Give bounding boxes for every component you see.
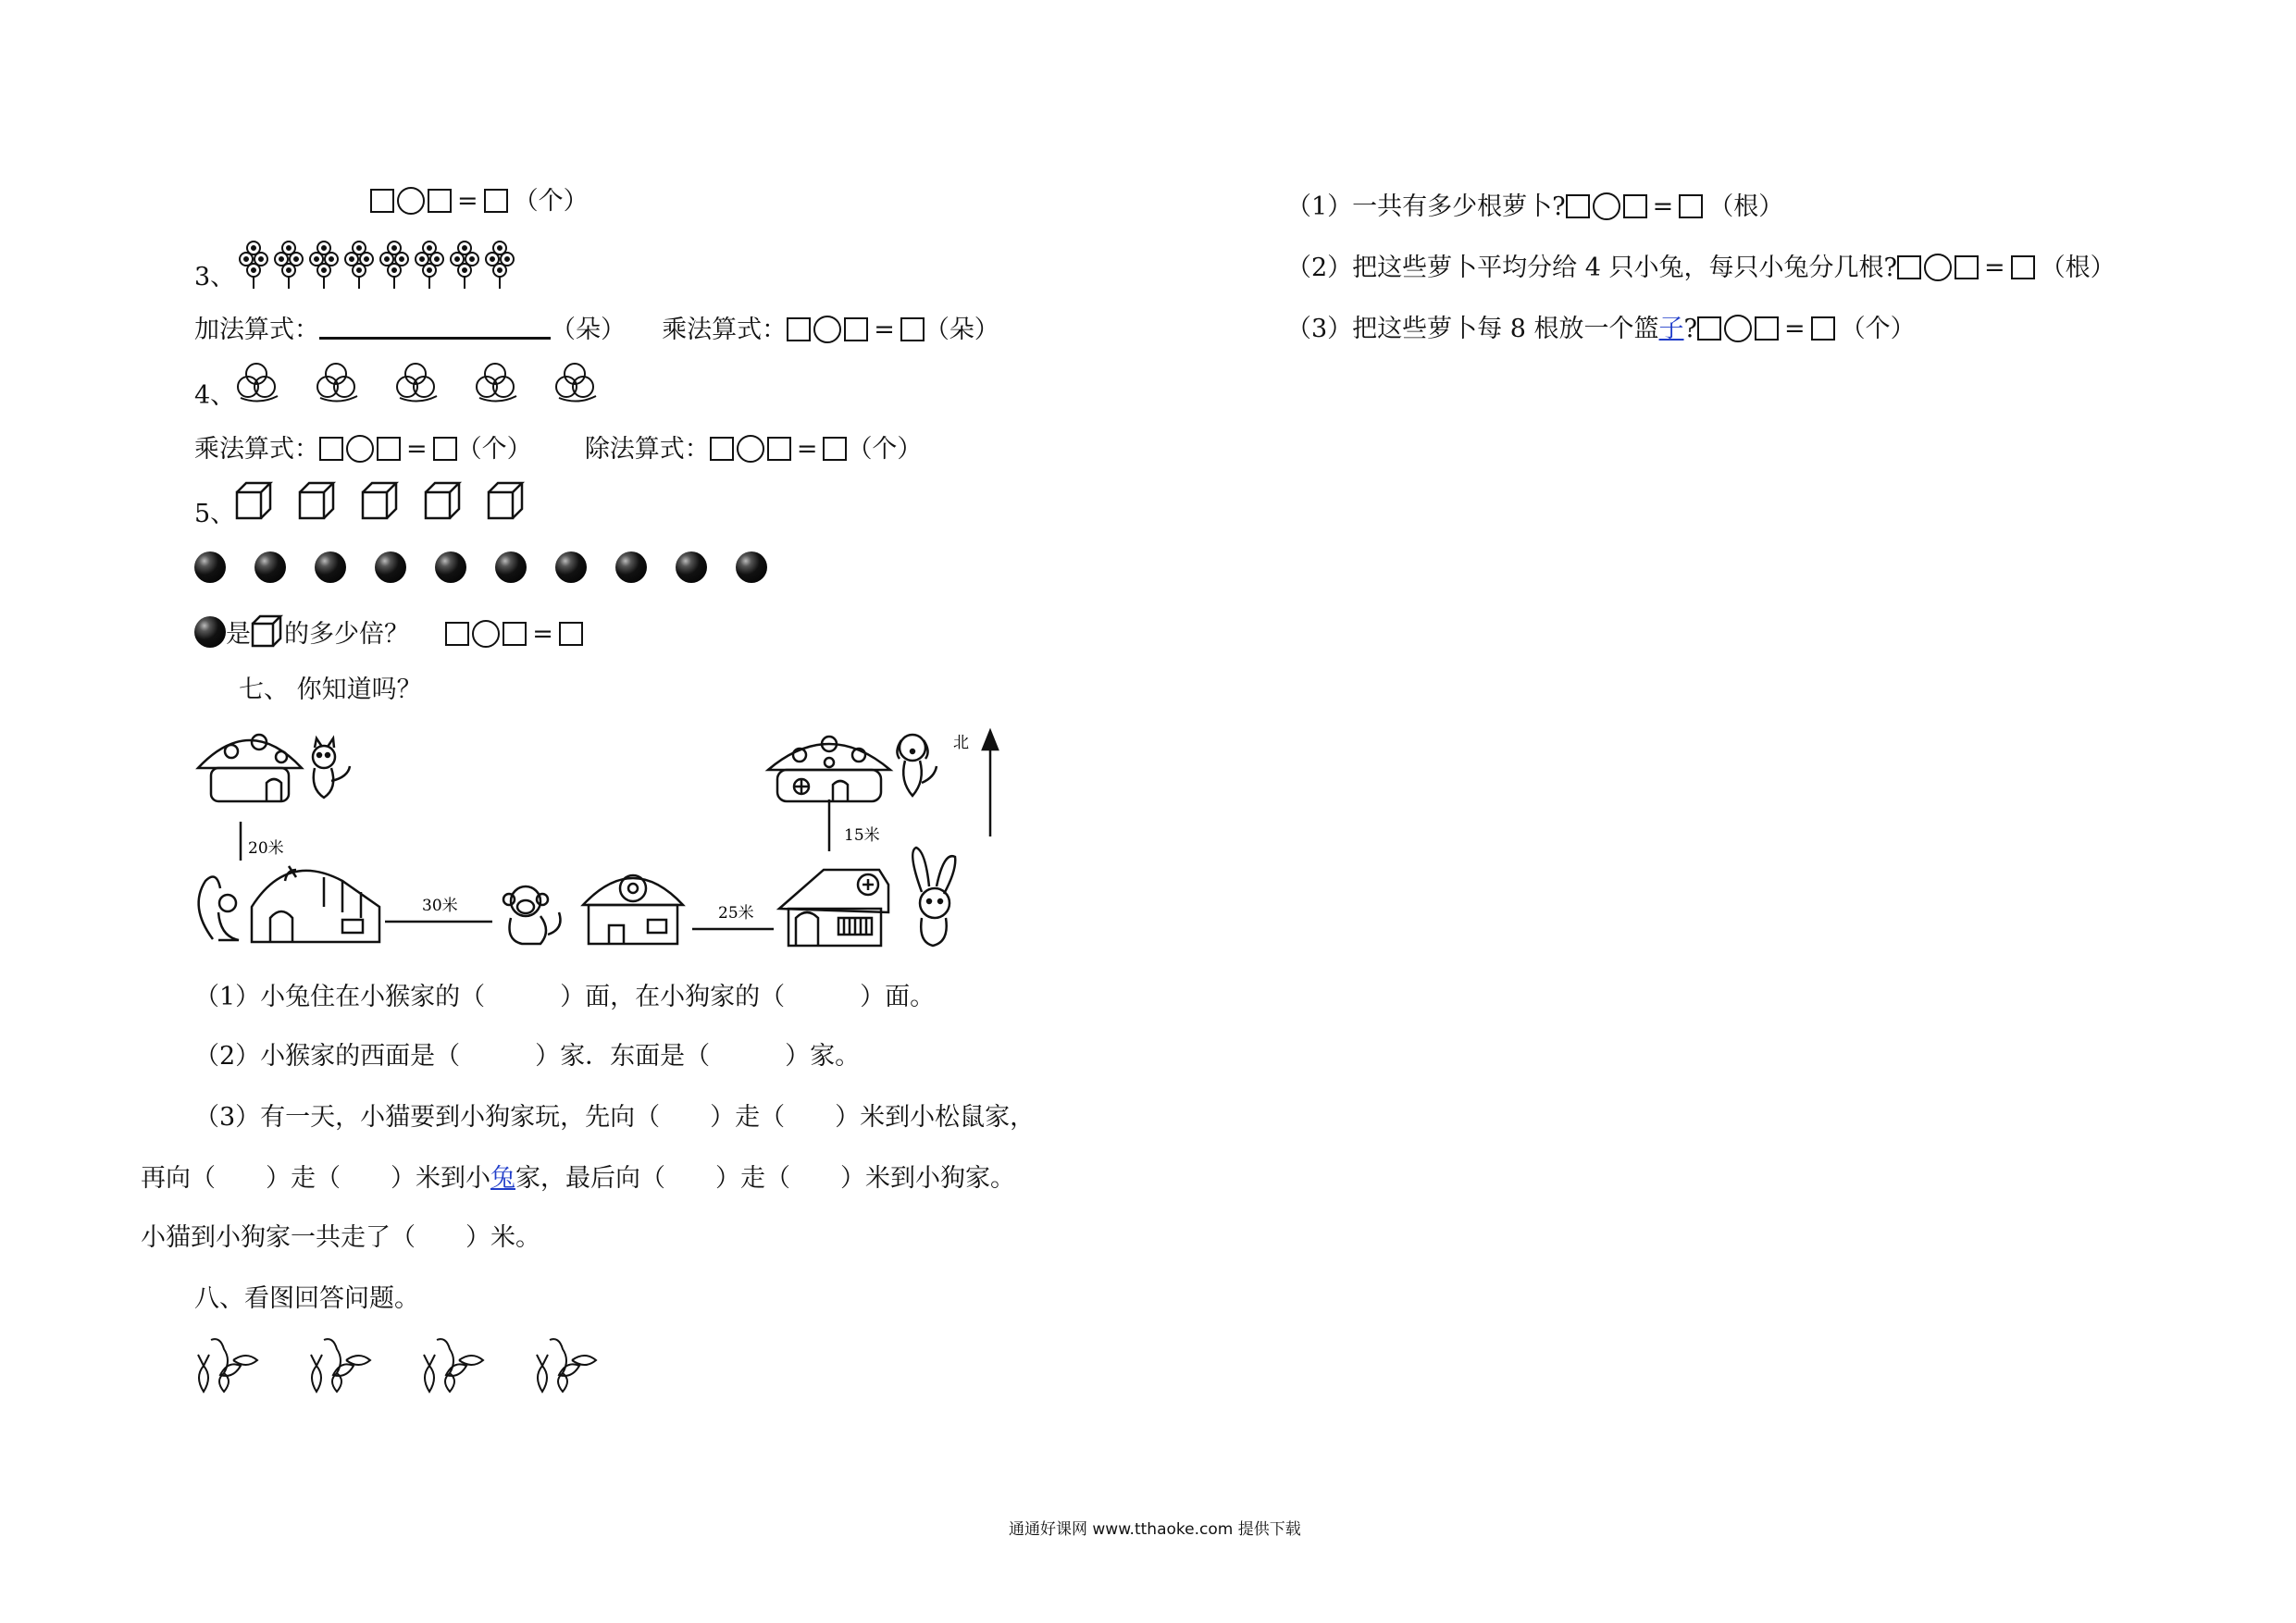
- ball-icon: [194, 616, 226, 648]
- ball-icon: [555, 551, 587, 583]
- addition-answer-blank[interactable]: [319, 313, 551, 340]
- fruit-groups: [235, 359, 642, 411]
- answer-box[interactable]: [1697, 316, 1721, 341]
- equals-sign: =: [532, 620, 553, 649]
- q4-number: 4、: [194, 381, 236, 410]
- north-arrow-icon: [983, 731, 998, 836]
- q5-number: 5、: [194, 500, 236, 528]
- division-label: 除法算式：: [584, 435, 710, 464]
- ball-icon: [736, 551, 767, 583]
- answer-box[interactable]: [484, 189, 508, 213]
- q4-formulas: [194, 433, 922, 466]
- answer-box[interactable]: [1811, 316, 1835, 341]
- equals-sign: =: [796, 435, 818, 464]
- distance-15m-label: 15米: [844, 826, 880, 845]
- answer-box[interactable]: [433, 437, 457, 461]
- squirrel-house-icon: [252, 866, 379, 942]
- answer-box[interactable]: [377, 437, 401, 461]
- distance-20m-label: 20米: [248, 839, 284, 858]
- cat-icon: [313, 738, 350, 798]
- sec7-q3-line1: （3）有一天，小猫要到小狗家玩，先向（ ）走（ ）米到小松鼠家，: [194, 1103, 1036, 1132]
- squirrel-icon: [199, 877, 239, 941]
- operator-circle[interactable]: [1724, 315, 1752, 342]
- answer-box[interactable]: [1897, 255, 1921, 279]
- operator-circle[interactable]: [472, 620, 500, 648]
- cube-icons: [235, 481, 540, 524]
- section-7-title: 七、 你知道吗？: [239, 675, 422, 704]
- basket-link[interactable]: 子: [1658, 315, 1684, 343]
- cube-row: [235, 481, 540, 527]
- sec7-q3-line3: 小猫到小狗家一共走了（ ）米。: [141, 1223, 540, 1252]
- question-text: 再向（ ）走（ ）米到小: [141, 1164, 490, 1193]
- ball-icon: [615, 551, 647, 583]
- ball-icon: [435, 551, 466, 583]
- operator-circle[interactable]: [813, 316, 841, 343]
- unit-label: （根）: [1708, 192, 1784, 221]
- ball-icon: [495, 551, 527, 583]
- rabbit-link[interactable]: 兔: [490, 1164, 515, 1193]
- operator-circle[interactable]: [1924, 254, 1952, 281]
- sec7-q1: （1）小兔住在小猴家的（ ）面，在小狗家的（ ）面。: [194, 983, 936, 1011]
- answer-box[interactable]: [844, 317, 868, 341]
- answer-box[interactable]: [823, 437, 847, 461]
- q2-equation: [370, 185, 589, 218]
- question-text: 的多少倍？: [284, 620, 409, 649]
- distance-25m-label: 25米: [718, 904, 754, 923]
- equals-sign: =: [874, 316, 895, 344]
- multiplication-label: 乘法算式：: [662, 316, 788, 344]
- north-label: 北: [953, 734, 969, 752]
- unit-label: （朵）: [924, 316, 999, 344]
- rabbit-icon: [912, 848, 955, 946]
- unit-label: （朵）: [551, 316, 626, 344]
- answer-box[interactable]: [445, 622, 469, 646]
- section-8-title: 八、看图回答问题。: [194, 1284, 419, 1313]
- equals-sign: =: [406, 435, 428, 464]
- operator-circle[interactable]: [737, 435, 764, 463]
- dog-house-icon: [768, 737, 890, 801]
- carrot-groups: [191, 1332, 635, 1401]
- operator-circle[interactable]: [1593, 192, 1620, 220]
- cube-icon: [251, 614, 284, 648]
- q3-number: 3、: [194, 263, 236, 291]
- ball-icon: [676, 551, 707, 583]
- question-text: ?: [1683, 315, 1698, 343]
- answer-box[interactable]: [900, 317, 925, 341]
- answer-box[interactable]: [1679, 194, 1703, 218]
- cat-house-icon: [198, 735, 302, 801]
- multiplication-label: 乘法算式：: [194, 435, 319, 464]
- answer-box[interactable]: [710, 437, 734, 461]
- q3-formulas: [194, 313, 999, 347]
- unit-label: （根）: [2040, 254, 2116, 282]
- answer-box[interactable]: [767, 437, 791, 461]
- page-footer: 通通好课网 www.tthaoke.com 提供下载: [1009, 1520, 1301, 1539]
- operator-circle[interactable]: [346, 435, 374, 463]
- answer-box[interactable]: [370, 189, 394, 213]
- monkey-icon: [503, 886, 561, 944]
- question-text: （3）把这些萝卜每 8 根放一个篮: [1286, 315, 1659, 343]
- question-text: 家，最后向（ ）走（ ）米到小狗家。: [515, 1164, 1015, 1193]
- map-illustration: [185, 722, 1018, 962]
- ball-icon: [254, 551, 286, 583]
- sec7-q2: （2）小猴家的西面是（ ）家．东面是（ ）家。: [194, 1042, 861, 1071]
- addition-label: 加法算式：: [194, 316, 319, 344]
- operator-circle[interactable]: [397, 187, 425, 215]
- ball-row: [194, 551, 767, 587]
- question-text: （2）把这些萝卜平均分给 4 只小兔，每只小兔分几根?: [1286, 254, 1897, 282]
- equals-sign: =: [1652, 192, 1674, 221]
- ball-icon: [375, 551, 406, 583]
- flower-bunches: [237, 239, 524, 294]
- right-q3: [1286, 313, 1916, 346]
- unit-label: （个）: [456, 435, 532, 464]
- rabbit-house-icon: [779, 870, 888, 946]
- question-text: 是: [226, 620, 251, 649]
- flower-icons: [237, 239, 524, 291]
- sec7-q3-line2: [141, 1162, 1015, 1196]
- answer-box[interactable]: [503, 622, 527, 646]
- unit-label: （个）: [513, 187, 589, 216]
- answer-box[interactable]: [2011, 255, 2035, 279]
- answer-box[interactable]: [559, 622, 583, 646]
- fruit-icons: [235, 359, 642, 407]
- monkey-house-icon: [583, 875, 683, 944]
- answer-box[interactable]: [1566, 194, 1590, 218]
- right-q1: [1286, 191, 1783, 224]
- equals-sign: =: [457, 187, 478, 216]
- answer-box[interactable]: [787, 317, 811, 341]
- answer-box[interactable]: [428, 189, 452, 213]
- right-q2: [1286, 252, 2116, 285]
- dog-icon: [897, 735, 937, 796]
- equals-sign: =: [1984, 254, 2005, 282]
- direction-map: [185, 722, 1018, 962]
- answer-box[interactable]: [1955, 255, 1979, 279]
- carrot-icons: [191, 1332, 635, 1397]
- question-text: （1）一共有多少根萝卜?: [1286, 192, 1566, 221]
- answer-box[interactable]: [319, 437, 343, 461]
- answer-box[interactable]: [1755, 316, 1779, 341]
- distance-30m-label: 30米: [422, 897, 458, 915]
- answer-box[interactable]: [1623, 194, 1647, 218]
- unit-label: （个）: [847, 435, 923, 464]
- unit-label: （个）: [1840, 315, 1916, 343]
- equals-sign: =: [1784, 315, 1806, 343]
- q5-question: [194, 614, 583, 651]
- ball-icon: [315, 551, 346, 583]
- ball-icon: [194, 551, 226, 583]
